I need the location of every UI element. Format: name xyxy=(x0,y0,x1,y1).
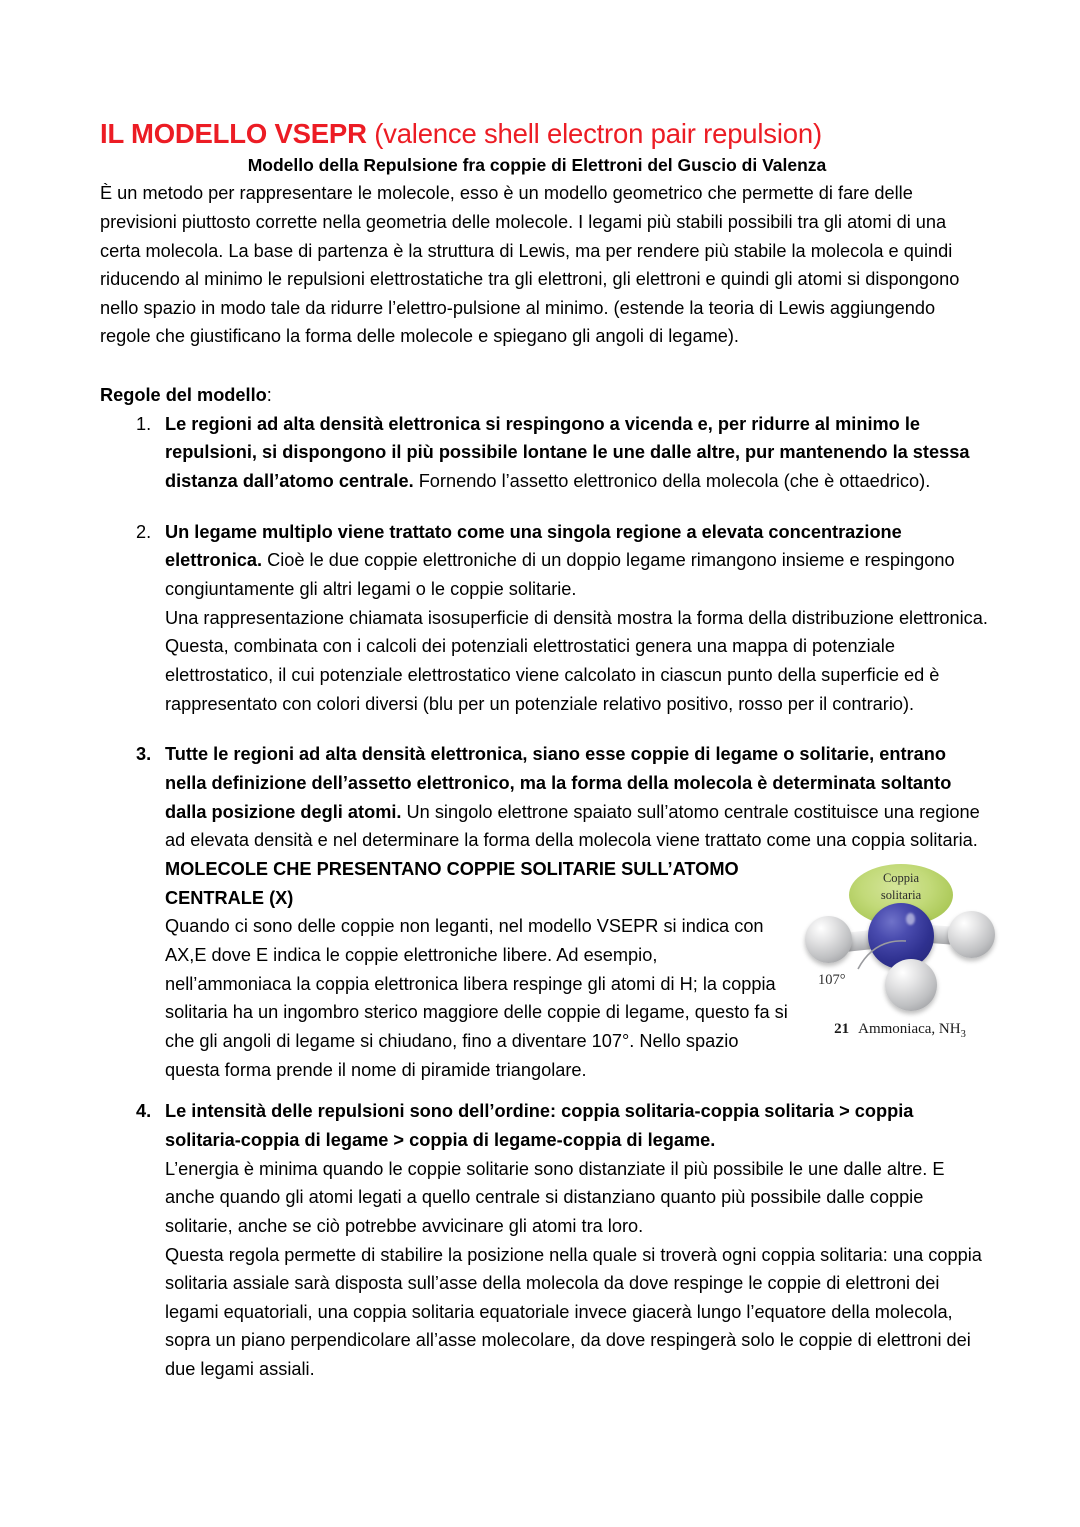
rule-3-sub-heading: MOLECOLE CHE PRESENTANO COPPIE SOLITARIE SULL’ATOMO CENTRALE (X) xyxy=(165,858,739,908)
nitrogen-atom xyxy=(868,903,934,969)
page-title-main: IL MODELLO VSEPR xyxy=(100,118,367,149)
rule-item-3 xyxy=(100,740,988,855)
figure-caption-number: 21 xyxy=(834,1020,850,1037)
ammonia-molecule-illustration xyxy=(802,861,998,1013)
rule-number-3: 3. xyxy=(136,744,152,765)
figure-caption-subscript: 3 xyxy=(960,1028,966,1040)
rule-number-2: 2. xyxy=(136,521,152,542)
rule-2-rest: Cioè le due coppie elettroniche di un doppio legame rimangono insieme e respingono congiuntamente gli altri legami o le coppie solitarie. xyxy=(165,550,955,600)
rule-item-1 xyxy=(100,410,988,496)
hydrogen-atom-front xyxy=(885,959,937,1011)
spacer xyxy=(100,496,988,518)
intro-paragraph: È un metodo per rappresentare le molecole, esso è un modello geometrico che permette di fare delle previsioni piuttosto corrette nella geometria delle molecole. I legami più stabili possibili tra gli atomi di una certa molecola. La base di partenza è la struttura di Lewis, ma per rendere più stabile la molecola e quindi riducendo al minimo le repulsioni elettrostatiche tra gli elettroni, gli elettroni e quindi gli atomi si dispongono nello spazio in modo tale da ridurre l’elettro-pulsione al minimo. (estende la teoria di Lewis aggiungendo regole che giustificano la forma delle molecole e spiegano gli angoli di legame). xyxy=(100,183,960,347)
rule-item-3-extra xyxy=(100,855,988,1084)
rule-1-rest: Fornendo l’assetto elettronico della molecola (che è ottaedrico). xyxy=(413,471,931,492)
ammonia-figure xyxy=(802,861,998,1044)
rule-item-4 xyxy=(100,1097,988,1154)
page-subtitle: Modello della Repulsione fra coppie di Elettroni del Guscio di Valenza xyxy=(247,155,827,176)
lone-pair-label-line2: solitaria xyxy=(880,887,922,902)
rule-number-1: 1. xyxy=(136,413,152,434)
rule-item-4-extra-2 xyxy=(100,1241,988,1384)
lone-pair-label-line1: Coppia xyxy=(882,870,920,885)
page-title xyxy=(100,118,988,150)
rules-heading xyxy=(100,381,988,410)
spacer xyxy=(100,718,988,740)
spacer xyxy=(100,351,988,381)
rule-3-rest: Un singolo elettrone spaiato sull’atomo centrale costituisce una regione ad elevata densità e nel determinare la forma della molecola viene trattato come una coppia solitaria. xyxy=(165,801,980,851)
rule-3-extra-paragraph: Quando ci sono delle coppie non leganti, nel modello VSEPR si indica con AX,E dove E indica le coppie elettroniche libere. Ad esempio, nell’ammoniaca la coppia elettronica libera respinge gli atomi di H; la coppia solitaria ha un ingombro sterico maggiore delle coppie di legame, questo fa si che gli angoli di legame si chiudano, fino a diventare 107°. Nello spazio questa forma prende il nome di piramide triangolare. xyxy=(165,916,788,1080)
rules-heading-colon: : xyxy=(266,385,272,406)
rule-item-2 xyxy=(100,518,988,604)
hydrogen-atom-left xyxy=(805,916,852,963)
rule-3-bold: Tutte le regioni ad alta densità elettronica, siano esse coppie di legame o solitarie, entrano nella definizione dell’assetto elettronico, ma la forma della molecola è determinata soltanto dalla posizione degli atomi. xyxy=(165,744,952,822)
figure-caption xyxy=(802,1018,998,1044)
spacer xyxy=(100,1084,988,1097)
figure-caption-text: Ammoniaca, NH xyxy=(858,1020,961,1037)
rule-2-extra-paragraph: Una rappresentazione chiamata isosuperficie di densità mostra la forma della distribuzione elettronica. Questa, combinata con i calcoli dei potenziali elettrostatici genera una mappa di potenziale elettrostatico, il cui potenziale elettrostatico viene calcolato in ciascun punto della superficie ed è rappresentato con colori diversi (blu per un potenziale relativo positivo, rosso per il contrario). xyxy=(165,607,988,714)
rule-4-bold: Le intensità delle repulsioni sono dell’ordine: coppia solitaria-coppia solitaria > coppia solitaria-coppia di legame > coppia di legame-coppia di legame. xyxy=(165,1101,914,1150)
rule-item-2-extra xyxy=(100,604,988,719)
rule-number-4: 4. xyxy=(136,1101,152,1122)
rule-2-bold: Un legame multiplo viene trattato come una singola regione a elevata concentrazione elettronica. xyxy=(165,521,902,571)
rule-1-bold: Le regioni ad alta densità elettronica si respingono a vicenda e, per ridurre al minimo le repulsioni, si dispongono il più possibile lontane le une dalle altre, pur mantenendo la stessa distanza dall’atomo centrale. xyxy=(165,413,970,492)
page-title-parenthetical: (valence shell electron pair repulsion) xyxy=(366,118,822,149)
rule-item-4-extra xyxy=(100,1155,988,1241)
hydrogen-atom-right xyxy=(948,911,995,958)
rule-4-extra-paragraph-2: Questa regola permette di stabilire la posizione nella quale si troverà ogni coppia solitaria: una coppia solitaria assiale sarà disposta sull’asse della molecola da dove respinge le coppie di elettroni dei legami equatoriali, una coppia solitaria equatoriale invece giacerà lungo l’equatore della molecola, sopra un piano perpendicolare all’asse molecolare, da dove respingerà solo le coppie di elettroni dei due legami assiali. xyxy=(165,1244,982,1380)
rules-heading-label: Regole del modello xyxy=(100,385,267,406)
bond-angle-label: 107° xyxy=(818,971,846,988)
rule-4-extra-paragraph: L’energia è minima quando le coppie solitarie sono distanziate il più possibile le une dalle altre. E anche quando gli atomi legati a quello centrale si distanziano quanto più possibile dalle coppie solitarie, anche se ciò potrebbe avvicinare gli atomi tra loro. xyxy=(165,1158,945,1236)
